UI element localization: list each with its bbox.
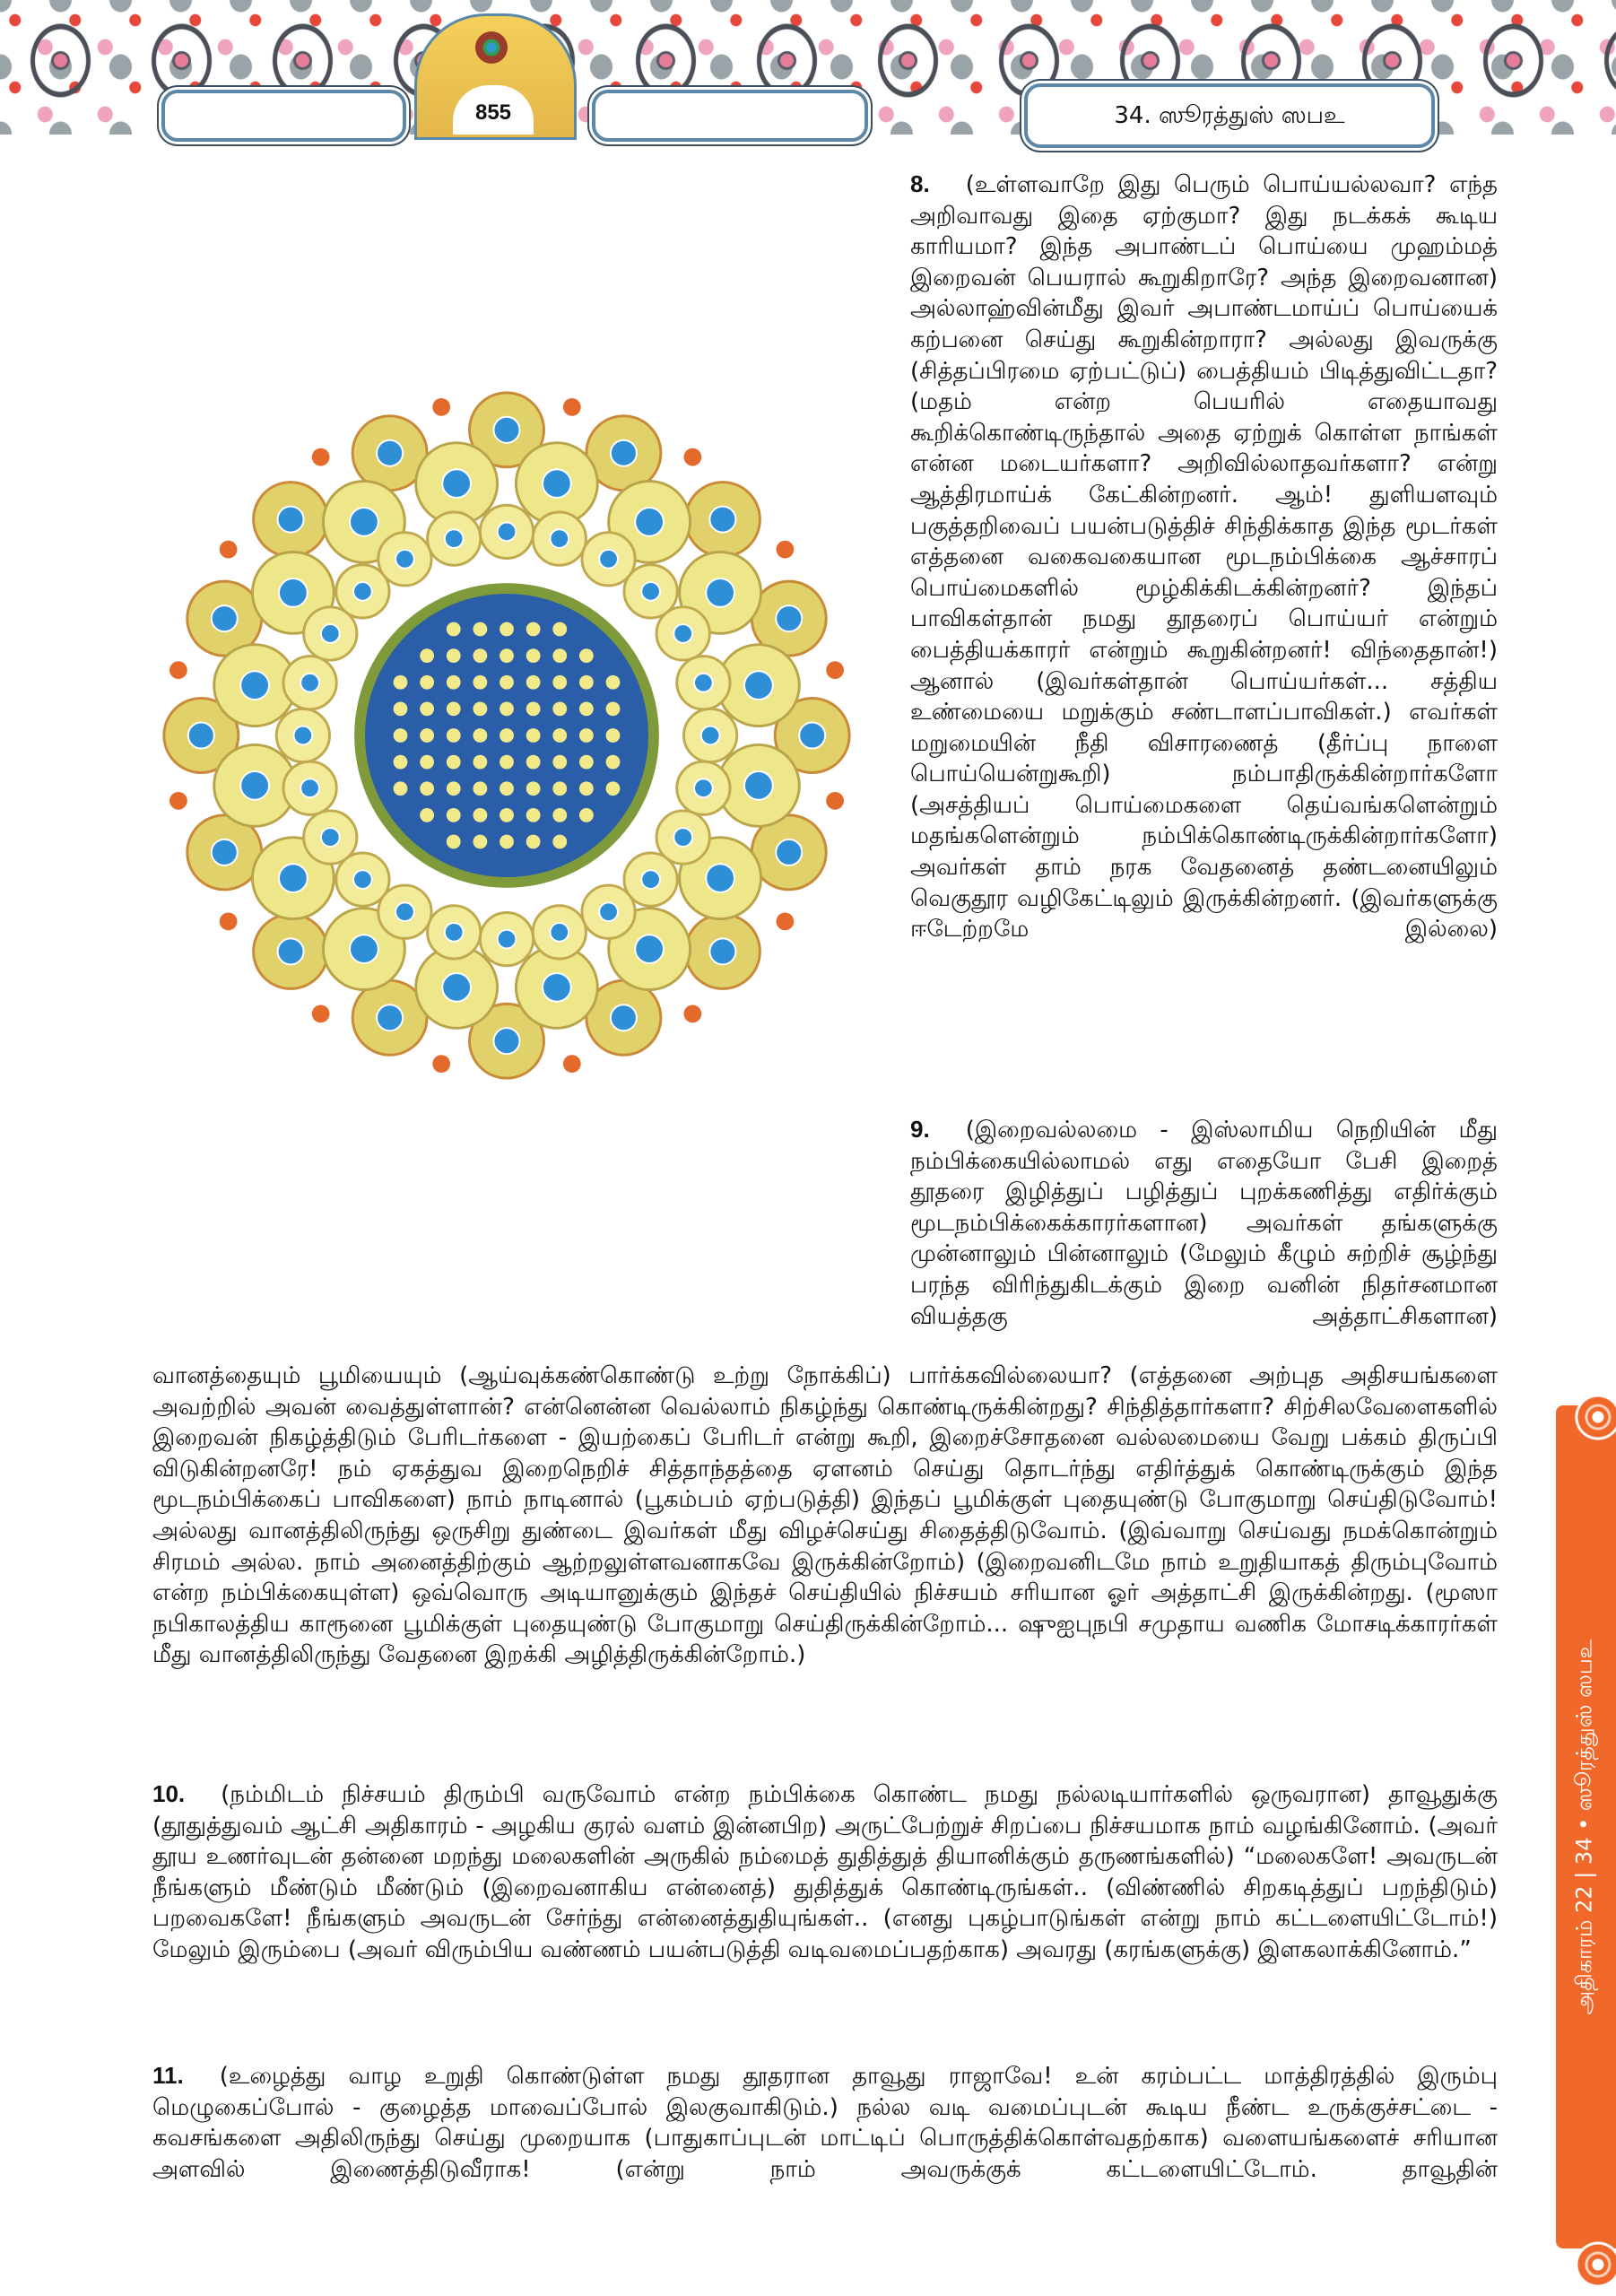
mandala-petal-center [701, 726, 720, 745]
mandala-core-motif [420, 808, 434, 822]
surah-title: 34. ஸூரத்துஸ் ஸபஉ [1024, 83, 1435, 148]
verse-10 [152, 1779, 1498, 1966]
mandala-core-motif [579, 675, 594, 690]
mandala-core-motif [500, 701, 514, 716]
mandala-core-motif [526, 808, 541, 822]
mandala-core-motif [526, 675, 541, 690]
mandala-core-motif [447, 781, 461, 796]
mandala-core-motif [394, 728, 408, 743]
mandala-core-motif [447, 648, 461, 663]
mandala-petal-center [493, 417, 519, 443]
mandala-core-motif [473, 808, 487, 822]
mandala-core-motif [500, 648, 514, 663]
mandala-core-motif [526, 701, 541, 716]
mandala-core-motif [420, 701, 434, 716]
mandala-core-motif [420, 781, 434, 796]
flower-icon [475, 31, 508, 64]
mandala-petal-center [445, 529, 464, 548]
mandala-petal-center [543, 469, 571, 498]
mandala-core-motif [500, 808, 514, 822]
mandala-core-motif [500, 728, 514, 743]
mandala-petal-center [278, 938, 304, 964]
mandala-tip [169, 792, 187, 810]
mandala-petal-center [641, 870, 660, 889]
mandala-petal-center [395, 550, 414, 569]
mandala-tip [684, 1004, 702, 1022]
verse-8 [910, 169, 1498, 945]
mandala-core-motif [500, 755, 514, 770]
mandala-core-motif [606, 701, 621, 716]
mandala-petal-center [240, 671, 269, 700]
mandala-core-motif [473, 728, 487, 743]
mandala-petal-center [212, 839, 238, 865]
mandala-petal-center [240, 771, 269, 800]
mandala-petal-center [635, 508, 664, 536]
mandala-core-motif [552, 781, 567, 796]
mandala-core-motif [447, 755, 461, 770]
mandala-tip [220, 541, 238, 559]
mandala-petal-center [744, 671, 773, 700]
mandala-petal-center [442, 973, 471, 1002]
mandala-petal-center [350, 935, 378, 963]
mandala-petal-center [445, 923, 464, 942]
verse-number: 10. [152, 1780, 186, 1807]
mandala-petal-center [709, 938, 735, 964]
mandala-petal-center [673, 828, 692, 847]
mandala-core-motif [447, 675, 461, 690]
page-number: 855 [474, 100, 512, 125]
mandala-petal-center [395, 902, 414, 921]
mandala-tip [220, 913, 238, 931]
mandala-core-motif [552, 755, 567, 770]
mandala-core-motif [552, 648, 567, 663]
mandala-petal-center [300, 778, 319, 797]
mandala-petal-center [776, 605, 802, 631]
mandala-core-motif [394, 781, 408, 796]
mandala-tip [312, 1004, 330, 1022]
mandala-core-motif [420, 755, 434, 770]
mandala-core-motif [579, 728, 594, 743]
mandala-petal-center [188, 722, 214, 748]
mandala-petal-center [300, 674, 319, 692]
mandala-core-motif [526, 728, 541, 743]
mandala-tip [169, 661, 187, 679]
side-tab-ornament-top [1556, 1386, 1616, 1448]
verse-text: (நம்மிடம் நிச்சயம் திரும்பி வருவோம் என்ற நம்பிக்கை கொண்ட நமது நல்லடியார்களில் ஒருவரான) தாவூதுக்கு (தூதுத்துவம் ஆட்சி அதிகாரம் - அழகிய குரல் வளம் இன்னபிற) அருட்பேற்றுச் சிறப்பை நிச்சயமாக நாம் வழங்கினோம். (அவர் தூய உணர்வுடன் தன்னை மறந்து மலைகளின் அருகில் நம்மைத் துதித்துத் தியானிக்கும் தருணங்களில்) “மலைகளே! அவருடன் நீங்களும் மீண்டும் மீண்டும் (இறைவனாகிய என்னைத்) துதித்துக் கொண்டிருங்கள்.. (விண்ணில் சிறகடித்துப் பறந்திடும்) பறவைகளே! நீங்களும் அவருடன் சேர்ந்து என்னைத்துதியுங்கள்.. (எனது புகழ்பாடுங்கள் என்று நாம் கட்டளையிட்டோம்!) மேலும் இரும்பை (அவர் விரும்பிய வண்ணம் பயன்படுத்தி வடிவமைப்பதற்காக) அவரது (கரங்களுக்கு) இளகலாக்கினோம்.” [152, 1781, 1498, 1963]
side-tab-ornament-bottom [1556, 2233, 1616, 2296]
mandala-petal-center [706, 578, 734, 607]
mandala-core-motif [420, 728, 434, 743]
mandala-core-motif [473, 648, 487, 663]
mandala-petal-center [212, 605, 238, 631]
mandala-core-motif [500, 835, 514, 849]
mandala-petal-center [744, 771, 773, 800]
verse-text: (இறைவல்லமை - இஸ்லாமிய நெறியின் மீது நம்பிக்கையில்லாமல் எது எதையோ பேசி இறைத் தூதரை இழித்துப் பழித்துப் புறக்கணித்து எதிர்க்கும் மூடநம்பிக்கைக்காரர்களான) அவர்கள் தங்களுக்கு முன்னாலும் பின்னாலும் (மேலும் கீழும் சுற்றிச் சூழ்ந்து பரந்த விரிந்துகிடக்கும் இறை வனின் நிதர்சனமான வியத்தகு அத்தாட்சிகளான) [910, 1117, 1498, 1330]
verse-11 [152, 2060, 1498, 2185]
mandala-core-motif [552, 701, 567, 716]
mandala-petal-center [611, 1004, 637, 1031]
mandala-core-motif [447, 835, 461, 849]
mandala-core-motif [473, 675, 487, 690]
mandala-core-motif [526, 755, 541, 770]
verse-number: 8. [910, 170, 930, 197]
mandala-tip [312, 448, 330, 466]
mandala-core-motif [447, 808, 461, 822]
mandala-core-motif [579, 648, 594, 663]
mandala-petal-center [377, 440, 403, 466]
mandala-core-motif [552, 728, 567, 743]
mandala-petal-center [709, 507, 735, 533]
mandala-petal-center [673, 624, 692, 643]
mandala-core-motif [500, 675, 514, 690]
mandala-core-motif [473, 835, 487, 849]
mandala-core-motif [552, 622, 567, 637]
mandala-core-motif [526, 622, 541, 637]
mandala-petal-center [493, 1028, 519, 1054]
mandala-tip [563, 1055, 581, 1073]
mandala-core-motif [606, 728, 621, 743]
mandala-core-motif [473, 781, 487, 796]
mandala-tip [776, 913, 794, 931]
mandala-petal-center [599, 550, 618, 569]
mandala-petal-center [599, 902, 618, 921]
mandala-petal-center [635, 935, 664, 963]
mandala-core-motif [473, 701, 487, 716]
mandala-core-motif [447, 701, 461, 716]
mandala-core-motif [473, 622, 487, 637]
mandala-tip [776, 541, 794, 559]
mandala-core-motif [394, 701, 408, 716]
header-banner-left [161, 90, 406, 142]
mandala-petal-center [550, 529, 569, 548]
mandala-core-motif [473, 755, 487, 770]
mandala-core-motif [579, 701, 594, 716]
mandala-tip [563, 398, 581, 416]
mandala-petal-center [350, 508, 378, 536]
mandala-petal-center [799, 722, 825, 748]
verse-text: (உழைத்து வாழ உறுதி கொண்டுள்ள நமது தூதரான தாவூது ராஜாவே! உன் கரம்பட்ட மாத்திரத்தில் இரும்பு மெழுகைப்போல் - குழைத்த மாவைப்போல் இலகுவாகிடும்.) நல்ல வடி வமைப்புடன் கூடிய நீண்ட உருக்குச்சட்டை - கவசங்களை அதிலிருந்து செய்து முறையாக (பாதுகாப்புடன் மாட்டிப் பொருத்திக்கொள்வதற்காக) வளையங்களைச் சரியான அளவில் இணைத்திடுவீராக! (என்று நாம் அவருக்குக் கட்டளையிட்டோம். தாவூதின் [152, 2063, 1498, 2183]
mandala-petal-center [321, 828, 340, 847]
mandala-core-motif [420, 675, 434, 690]
mandala-core-motif [552, 835, 567, 849]
mandala-core-motif [552, 675, 567, 690]
mandala-petal-center [694, 674, 713, 692]
mandala-petal-center [278, 507, 304, 533]
mandala-petal-center [611, 440, 637, 466]
mandala-petal-center [550, 923, 569, 942]
mandala-core-motif [500, 622, 514, 637]
mandala-tip [826, 792, 844, 810]
mandala-core-motif [606, 781, 621, 796]
mandala-petal-center [294, 726, 313, 745]
mandala-petal-center [442, 469, 471, 498]
mandala-core-motif [447, 622, 461, 637]
mandala-core-motif [552, 808, 567, 822]
mandala-core-motif [606, 755, 621, 770]
mandala-illustration [152, 381, 861, 1090]
header-banner-middle [592, 90, 868, 142]
mandala-petal-center [377, 1004, 403, 1031]
verse-number: 9. [910, 1116, 930, 1143]
verse-number: 11. [152, 2062, 184, 2089]
mandala-petal-center [694, 778, 713, 797]
mandala-core-motif [606, 675, 621, 690]
mandala-petal-center [279, 578, 308, 607]
mandala-petal-center [279, 864, 308, 892]
mandala-petal-center [641, 582, 660, 601]
mandala-petal-center [498, 523, 517, 542]
mandala-petal-center [776, 839, 802, 865]
mandala-petal-center [706, 864, 734, 892]
mandala-tip [432, 1055, 450, 1073]
mandala-petal-center [353, 582, 372, 601]
mandala-tip [432, 398, 450, 416]
mandala-petal-center [498, 930, 517, 949]
mandala-core-motif [526, 781, 541, 796]
mandala-petal-center [543, 973, 571, 1002]
mandala-core-motif [420, 648, 434, 663]
mandala-petal-center [321, 624, 340, 643]
mandala-core-motif [579, 808, 594, 822]
mandala-core-motif [394, 675, 408, 690]
mandala-core-motif [579, 781, 594, 796]
verse-text: (உள்ளவாறே இது பெரும் பொய்யல்லவா? எந்த அறிவாவது இதை ஏற்குமா? இது நடக்கக் கூடிய காரியமா? இந்த அபாண்டப் பொய்யை முஹம்மத் இறைவன் பெயரால் கூறுகிறாரே? அந்த இறைவனான) அல்லாஹ்வின்மீது இவர் அபாண்டமாய்ப் பொய்யைக் கற்பனை செய்து கூறுகின்றாரா? அல்லது இவருக்கு (சித்தப்பிரமை ஏற்பட்டுப்) பைத்தியம் பிடித்துவிட்டதா? (மதம் என்ற பெயரில் எதையாவது கூறிக்கொண்டிருந்தால் அதை ஏற்றுக் கொள்ள நாங்கள் என்ன மடையர்களா? அறிவில்லாதவர்களா? என்று ஆத்திரமாய்க் கேட்கின்றனர். ஆம்! துளியளவும் பகுத்தறிவைப் பயன்படுத்திச் சிந்திக்காத இந்த மூடர்கள் எத்தனை வகைவகையான மூடநம்பிக்கை ஆச்சாரப் பொய்மைகளில் மூழ்கிக்கிடக்கின்றனர்? இந்தப் பாவிகள்தான் நமது தூதரைப் பொய்யர் என்றும் பைத்தியக்காரர் என்றும் கூறுகின்றனர்! விந்தைதான்!) ஆனால் (இவர்கள்தான் பொய்யர்கள்... சத்திய உண்மையை மறுக்கும் சண்டாளப்பாவிகள்.) எவர்கள் மறுமையின் நீதி விசாரணைத் (தீர்ப்பு நாளை பொய்யென்றுகூறி) நம்பாதிருக்கின்றார்களோ (அசத்தியப் பொய்மைகளை தெய்வங்களென்றும் மதங்களென்றும் நம்பிக்கொண்டிருக்கின்றார்களோ) அவர்கள் தாம் நரக வேதனைத் தண்டனையிலும் வெகுதூர வழிகேட்டிலும் இருக்கின்றனர். (இவர்களுக்கு ஈடேற்றமே இல்லை) [910, 171, 1498, 944]
mandala-core-motif [500, 781, 514, 796]
verse-9-continued: வானத்தையும் பூமியையும் (ஆய்வுக்கண்கொண்டு உற்று நோக்கிப்) பார்க்கவில்லையா? (எத்தனை அற்புத அதிசயங்களை அவற்றில் அவன் வைத்துள்ளான்? என்னென்ன வெல்லாம் நிகழ்ந்து கொண்டிருக்கின்றது? சிந்தித்தார்களா? சிற்சிலவேளைகளில் இறைவன் நிகழ்த்திடும் பேரிடர்களை - இயற்கைப் பேரிடர் என்று கூறி, இறைச்சோதனை வல்லமையை வேறு பக்கம் திருப்பி விடுகின்றனரே! நம் ஏகத்துவ இறைநெறிச் சித்தாந்தத்தை ஏளனம் செய்து தொடர்ந்து எதிர்த்துக் கொண்டிருக்கும் இந்த மூடநம்பிக்கைப் பாவிகளை) நாம் நாடினால் (பூகம்பம் ஏற்படுத்தி) இந்தப் பூமிக்குள் புதையுண்டு போகுமாறு செய்திடுவோம்! அல்லது வானத்திலிருந்து ஒருசிறு துண்டை இவர்கள் மீது விழச்செய்து சிதைத்திடுவோம். (இவ்வாறு செய்வது நமக்கொன்றும் சிரமம் அல்ல. நாம் அனைத்திற்கும் ஆற்றலுள்ளவனாகவே இருக்கின்றோம்) (இறைவனிடமே நாம் உறுதியாகத் திரும்புவோம் என்ற நம்பிக்கையுள்ள) ஒவ்வொரு அடியானுக்கும் இந்தச் செய்தியில் நிச்சயம் சரியான ஓர் அத்தாட்சி இருக்கின்றது. (மூஸா நபிகாலத்திய காரூனை பூமிக்குள் புதையுண்டு போகுமாறு செய்திருக்கின்றோம்... ஷுஐபுநபி சமுதாய வணிக மோசடிக்காரர்கள் மீது வானத்திலிருந்து வேதனை இறக்கி அழித்திருக்கின்றோம்.) [152, 1362, 1498, 1669]
mandala-tip [826, 661, 844, 679]
mandala-core-motif [579, 755, 594, 770]
verse-9-column [910, 1114, 1498, 1332]
mandala-core-motif [526, 835, 541, 849]
mandala-core-motif [394, 755, 408, 770]
mandala-tip [684, 448, 702, 466]
mandala-core-motif [526, 648, 541, 663]
mandala-core-motif [447, 728, 461, 743]
chapter-side-label: அதிகாரம் 22 | 34 • ஸூரத்துஸ் ஸபஉ [1571, 1639, 1597, 2015]
mandala-petal-center [353, 870, 372, 889]
